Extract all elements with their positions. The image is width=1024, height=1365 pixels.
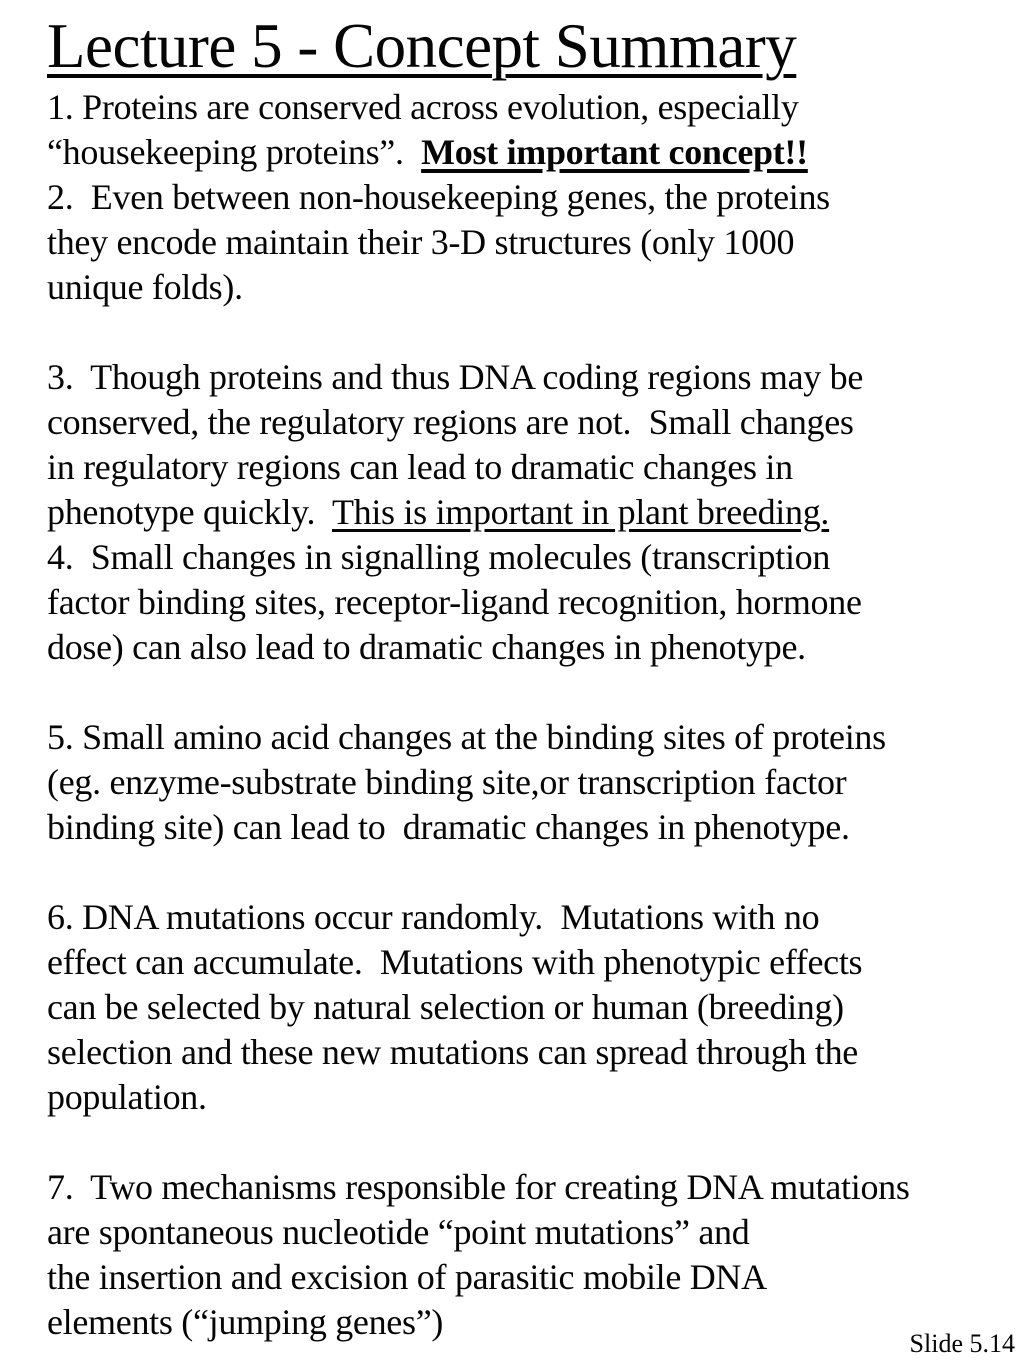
text-line — [47, 625, 1004, 670]
text-segment: population. — [47, 1077, 207, 1117]
text-line — [47, 1255, 1004, 1300]
text-line — [47, 895, 1004, 940]
text-segment: 3. Though proteins and thus DNA coding regions may be — [47, 357, 864, 397]
text-segment: factor binding sites, receptor-ligand recognition, hormone — [47, 582, 862, 622]
text-line — [47, 940, 1004, 985]
text-line — [47, 535, 1004, 580]
text-line — [47, 1210, 1004, 1255]
text-segment: 6. DNA mutations occur randomly. Mutations with no — [47, 897, 820, 937]
slide-body — [47, 85, 1004, 1345]
blank-line — [47, 1120, 1004, 1165]
text-segment: unique folds). — [47, 267, 243, 307]
text-segment: Most important concept!! — [421, 132, 808, 172]
text-line — [47, 400, 1004, 445]
text-segment: “housekeeping proteins”. — [47, 132, 422, 172]
text-segment: phenotype quickly. — [47, 492, 332, 532]
blank-line — [47, 670, 1004, 715]
text-segment: the insertion and excision of parasitic mobile DNA — [47, 1257, 767, 1297]
text-segment: 1. Proteins are conserved across evolution, especially — [47, 87, 799, 127]
text-line — [47, 760, 1004, 805]
text-segment: effect can accumulate. Mutations with phenotypic effects — [47, 942, 863, 982]
slide-title-text: Lecture 5 - Concept Summary — [47, 11, 797, 81]
text-line — [47, 445, 1004, 490]
text-segment: 2. Even between non-housekeeping genes, the proteins — [47, 177, 830, 217]
text-segment: are spontaneous nucleotide “point mutations” and — [47, 1212, 750, 1252]
blank-line — [47, 850, 1004, 895]
text-segment: This is important in plant breeding. — [331, 492, 830, 532]
text-line — [47, 1075, 1004, 1120]
text-line — [47, 805, 1004, 850]
text-line — [47, 1030, 1004, 1075]
slide-number: Slide 5.14 — [909, 1329, 1015, 1358]
text-line — [47, 220, 1004, 265]
text-segment: conserved, the regulatory regions are not. Small changes — [47, 402, 854, 442]
text-segment: dose) can also lead to dramatic changes in phenotype. — [47, 627, 806, 667]
text-line — [47, 985, 1004, 1030]
text-segment: 7. Two mechanisms responsible for creating DNA mutations — [47, 1167, 910, 1207]
text-segment: in regulatory regions can lead to dramatic changes in — [47, 447, 793, 487]
text-segment: can be selected by natural selection or human (breeding) — [47, 987, 844, 1027]
text-segment: binding site) can lead to dramatic changes in phenotype. — [47, 807, 850, 847]
text-segment: elements (“jumping genes”) — [47, 1302, 444, 1342]
text-line — [47, 355, 1004, 400]
text-line — [47, 1165, 1004, 1210]
slide-title — [47, 0, 1004, 80]
text-line — [47, 490, 1004, 535]
blank-line — [47, 310, 1004, 355]
text-segment: they encode maintain their 3-D structures (only 1000 — [47, 222, 795, 262]
text-segment: 5. Small amino acid changes at the binding sites of proteins — [47, 717, 886, 757]
text-segment: (eg. enzyme-substrate binding site,or transcription factor — [47, 762, 847, 802]
text-line — [47, 85, 1004, 130]
text-line — [47, 130, 1004, 175]
text-line — [47, 715, 1004, 760]
text-line — [47, 175, 1004, 220]
text-line — [47, 265, 1004, 310]
text-segment: selection and these new mutations can spread through the — [47, 1032, 858, 1072]
text-line — [47, 580, 1004, 625]
text-segment: 4. Small changes in signalling molecules (transcription — [47, 537, 831, 577]
text-line — [47, 1300, 1004, 1345]
